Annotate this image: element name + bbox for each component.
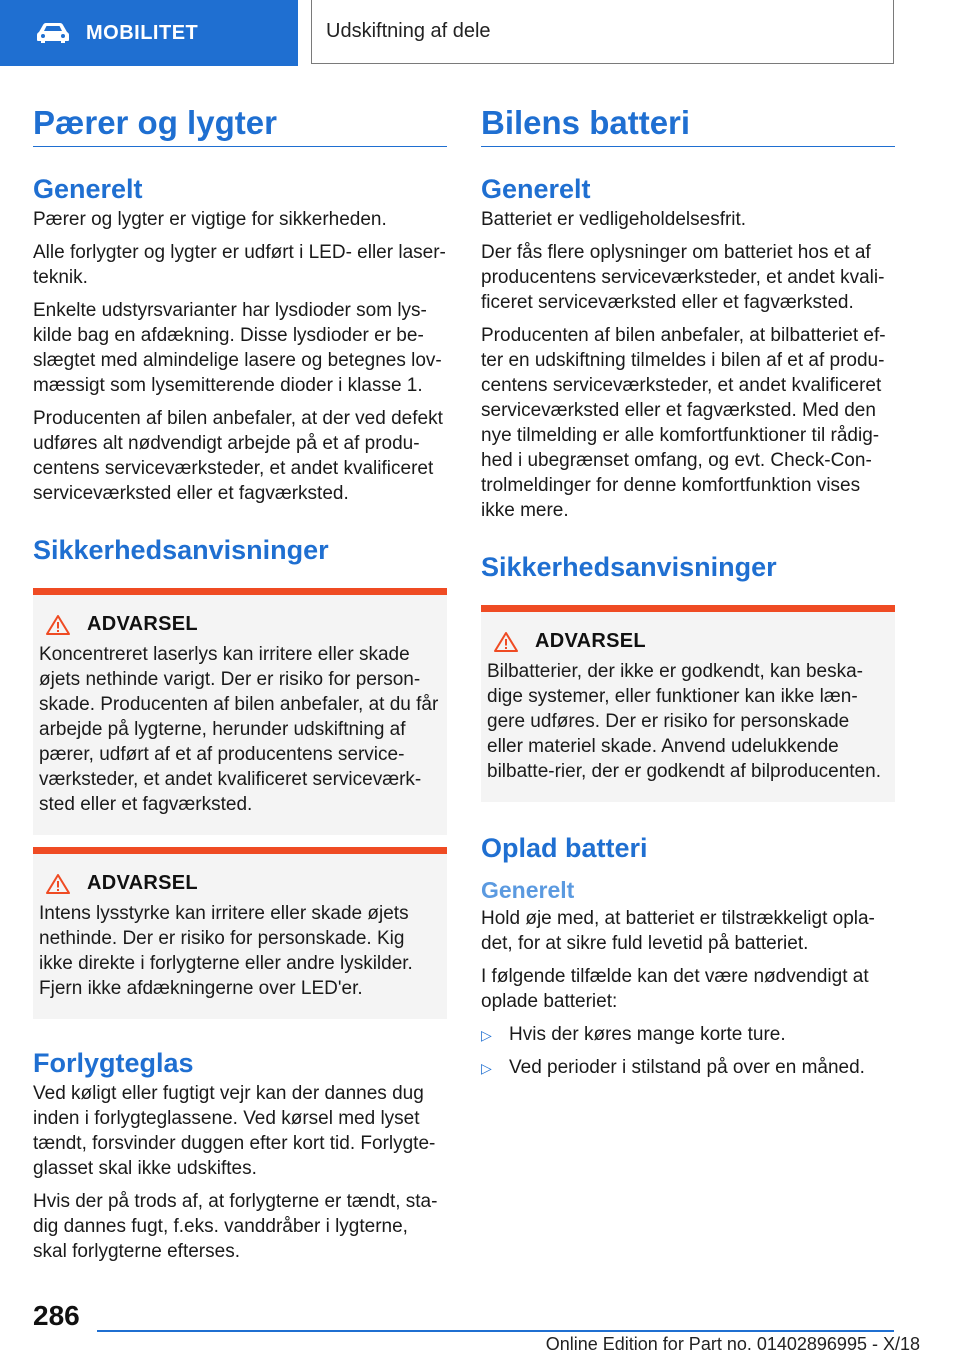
left-generelt-paragraph: Alle forlygter og lygter er udført i LED- eller laser-teknik. xyxy=(33,242,446,288)
warning-label: ADVARSEL xyxy=(87,613,198,635)
right-oplad-heading: Oplad batteri xyxy=(481,833,648,863)
list-item xyxy=(481,1022,895,1048)
chapter-label: MOBILITET xyxy=(86,21,199,44)
left-column xyxy=(33,100,447,1272)
left-forlygteglas-paragraph: Ved køligt eller fugtigt vejr kan der dannes dug inden i forlygteglassene. Ved kørsel med lyset tændt, forsvinder duggen efter kort tid. Forlygte-glasset skal ikke udskiftes. xyxy=(33,1083,436,1179)
right-generelt-paragraph: Der fås flere oplysninger om batteriet hos et af producentens serviceværksteder, et andet kvali-ficeret serviceværksted eller et fagværksted. xyxy=(481,242,885,313)
section-label: Udskiftning af dele xyxy=(326,20,491,42)
bullet-list xyxy=(481,1022,895,1081)
right-oplad-subheading: Generelt xyxy=(481,877,575,903)
left-main-title: Pærer og lygter xyxy=(33,100,447,147)
right-safety-heading: Sikkerhedsanvisninger xyxy=(481,552,777,582)
right-column xyxy=(481,100,895,1088)
footer-divider xyxy=(97,1330,894,1332)
left-forlygteglas-heading: Forlygteglas xyxy=(33,1048,194,1078)
warning-text: Bilbatterier, der ikke er godkendt, kan beska-dige systemer, eller funktioner kan ikke læn-gere udføres. Der er risiko for personskade eller materiel skade. Anvend udelukkende bilbatte-rier, der er godkendt af bilproducenten. xyxy=(487,661,881,782)
left-generelt-heading: Generelt xyxy=(33,174,143,204)
warning-box xyxy=(33,588,447,835)
triangle-bullet-icon: ▷ xyxy=(481,1027,492,1043)
right-generelt-paragraph: Batteriet er vedligeholdelsesfrit. xyxy=(481,209,747,230)
car-icon xyxy=(36,22,70,44)
warning-box xyxy=(481,605,895,802)
warning-triangle-icon xyxy=(45,873,71,895)
page-number: 286 xyxy=(33,1300,80,1331)
triangle-bullet-icon: ▷ xyxy=(481,1060,492,1076)
warning-triangle-icon xyxy=(45,614,71,636)
warning-text: Intens lysstyrke kan irritere eller skade øjets nethinde. Der er risiko for personskade. Kig ikke direkte i forlygterne eller andre lyskilder. Fjern ikke afdækningerne over LED'er. xyxy=(39,903,413,999)
left-forlygteglas-paragraph: Hvis der på trods af, at forlygterne er tændt, sta-dig dannes fugt, f.eks. vanddråber i lygterne, skal forlygterne efterses. xyxy=(33,1191,438,1262)
list-item-text: Ved perioder i stilstand på over en måned. xyxy=(509,1057,865,1078)
list-item-text: Hvis der køres mange korte ture. xyxy=(509,1024,786,1045)
section-title xyxy=(311,0,894,64)
list-item xyxy=(481,1055,895,1081)
left-safety-heading: Sikkerhedsanvisninger xyxy=(33,535,329,565)
left-generelt-paragraph: Pærer og lygter er vigtige for sikkerheden. xyxy=(33,209,387,230)
warning-label: ADVARSEL xyxy=(535,630,646,652)
right-oplad-paragraph: I følgende tilfælde kan det være nødvendigt at oplade batteriet: xyxy=(481,966,869,1012)
warning-box xyxy=(33,847,447,1019)
page-footer xyxy=(0,1296,960,1362)
right-oplad-paragraph: Hold øje med, at batteriet er tilstrækkeligt opla-det, for at sikre fuld levetid på batteriet. xyxy=(481,908,875,954)
warning-label: ADVARSEL xyxy=(87,872,198,894)
right-generelt-paragraph: Producenten af bilen anbefaler, at bilbatteriet ef-ter en udskiftning tilmeldes i bilen af et af produ-centens serviceværksteder, et andet kvalificeret serviceværksted eller et fagværksted. Med den nye tilmelding er alle komfortfunktioner til rådig-hed i ubegrænset omfang, og evt. Check-Con-trolmeldinger for denne komfortfunktion vises ikke mere. xyxy=(481,325,886,521)
warning-text: Koncentreret laserlys kan irritere eller skade øjets nethinde varigt. Der er risiko for person-skade. Producenten af bilen anbefaler, at du får arbejde på lygterne, herunder udskiftning af pærer, udført af et af producentens service-værksteder, et andet kvalificeret serviceværk-sted eller et fagværksted. xyxy=(39,644,439,815)
page-header xyxy=(0,0,960,66)
left-generelt-paragraph: Producenten af bilen anbefaler, at der ved defekt udføres alt nødvendigt arbejde på et af produ-centens serviceværksteder, et andet kvalificeret serviceværksted eller et fagværksted. xyxy=(33,408,443,504)
left-generelt-paragraph: Enkelte udstyrsvarianter har lysdioder som lys-kilde bag en afdækning. Disse lysdioder er be-slægtet med almindelige lasere og betegnes lov-mæssigt som lysemitterende dioder i klasse 1. xyxy=(33,300,442,396)
right-generelt-heading: Generelt xyxy=(481,174,591,204)
warning-triangle-icon xyxy=(493,631,519,653)
chapter-tab-mobilitet xyxy=(0,0,298,66)
right-main-title: Bilens batteri xyxy=(481,100,895,147)
edition-text: Online Edition for Part no. 01402896995 - X/18 xyxy=(545,1334,920,1354)
